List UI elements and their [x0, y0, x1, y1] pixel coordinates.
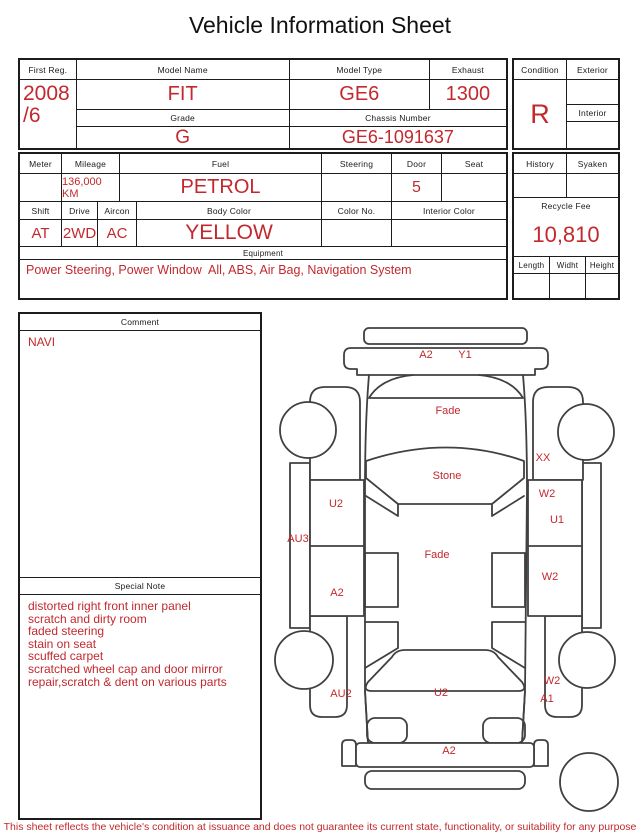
- aircon-label: Aircon: [98, 202, 137, 219]
- meter-value: [20, 174, 62, 201]
- condition-value: R: [530, 98, 550, 129]
- condition-panel: [512, 58, 620, 150]
- fee-panel: [512, 152, 620, 300]
- aircon-value: AC: [98, 220, 137, 246]
- shift-label: Shift: [20, 202, 62, 219]
- fuel-label: Fuel: [120, 154, 322, 173]
- width-label: Widht: [550, 257, 586, 273]
- model-name-value: FIT: [77, 80, 289, 110]
- special-note-line: stain on seat: [28, 636, 97, 651]
- exterior-label: Exterior: [567, 60, 618, 80]
- first-reg-label: First Reg.: [20, 60, 76, 80]
- special-note-line: scratched wheel cap and door mirror: [28, 661, 223, 676]
- comment-body: [20, 331, 260, 578]
- chassis-number-value: GE6-1091637: [341, 127, 454, 147]
- damage-code-label: W2: [541, 571, 559, 583]
- page-title: Vehicle Information Sheet: [188, 12, 452, 38]
- recycle-fee-value: 10,810: [514, 213, 618, 257]
- damage-code-label: U2: [433, 687, 449, 699]
- steering-value: [322, 174, 392, 201]
- damage-code-label: XX: [535, 452, 551, 464]
- fuel-value: PETROL: [120, 174, 322, 201]
- damage-code-label: U2: [328, 498, 344, 510]
- comment-label: Comment: [20, 314, 260, 331]
- damage-code-label: Stone: [432, 470, 462, 482]
- model-type-value: GE6: [290, 80, 430, 109]
- damage-code-label: W2: [543, 675, 561, 687]
- exhaust-label: Exhaust: [451, 64, 484, 75]
- damage-code-label: Fade: [424, 549, 450, 561]
- seat-label: Seat: [464, 158, 484, 169]
- spec-table: [18, 152, 508, 300]
- condition-label: Condition: [514, 60, 566, 80]
- height-label: Height: [589, 260, 615, 270]
- car-diagram-area: [265, 310, 640, 818]
- grade-label: Grade: [77, 110, 289, 127]
- shift-value: AT: [20, 220, 62, 246]
- damage-code-label: W2: [538, 488, 556, 500]
- exhaust-value: 1300: [445, 83, 491, 105]
- height-value: [586, 274, 618, 298]
- damage-code-label: U1: [549, 514, 565, 526]
- equipment-value: Power Steering, Power Window All, ABS, Air Bag, Navigation System: [26, 263, 412, 277]
- drive-value: 2WD: [62, 220, 98, 246]
- interior-color-label: Interior Color: [423, 205, 475, 216]
- special-note-line: scuffed carpet: [28, 649, 104, 664]
- mileage-label: Mileage: [62, 154, 120, 173]
- first-reg-month: /6: [23, 104, 41, 127]
- mileage-value: 136,000 KM: [62, 174, 120, 201]
- length-value: [514, 274, 550, 298]
- damage-code-label: Fade: [435, 405, 461, 417]
- special-note-label: Special Note: [20, 578, 260, 595]
- model-name-label: Model Name: [77, 60, 289, 80]
- comment-panel: [18, 312, 262, 820]
- drive-label: Drive: [62, 202, 98, 219]
- diagram-labels: [265, 310, 640, 818]
- comment-value: NAVI: [28, 335, 56, 349]
- damage-code-label: AU3: [287, 533, 309, 545]
- vehicle-id-table: [18, 58, 508, 150]
- steering-label: Steering: [322, 154, 392, 173]
- width-value: [550, 274, 586, 298]
- special-note-line: distorted right front inner panel: [28, 599, 191, 613]
- color-no-label: Color No.: [322, 202, 392, 219]
- recycle-fee-label: Recycle Fee: [541, 200, 591, 211]
- body-color-label: Body Color: [137, 202, 322, 219]
- damage-code-label: A2: [419, 349, 433, 361]
- damage-code-label: A2: [330, 587, 344, 599]
- exterior-value: [567, 80, 618, 105]
- damage-code-label: A2: [442, 745, 456, 757]
- damage-code-label: AU2: [330, 688, 352, 700]
- special-note-line: scratch and dirty room: [28, 611, 147, 626]
- equipment-label: Equipment: [20, 247, 506, 260]
- length-label: Length: [514, 257, 550, 273]
- body-color-value: YELLOW: [137, 220, 322, 246]
- color-no-value: [322, 220, 392, 246]
- special-note-lines: [20, 595, 260, 818]
- footer-disclaimer: This sheet reflects the vehicle's condition at issuance and does not guarantee its current state, functionality, or suitability for any purpose: [3, 821, 637, 833]
- door-label: Door: [392, 154, 442, 173]
- special-note-line: faded steering: [28, 624, 105, 639]
- damage-code-label: A1: [540, 693, 554, 705]
- syaken-value: [567, 174, 618, 197]
- history-value: [514, 174, 567, 197]
- interior-color-value: [392, 220, 506, 246]
- interior-value: [567, 122, 618, 148]
- door-value: 5: [392, 174, 442, 201]
- history-label: History: [514, 154, 567, 173]
- grade-value: G: [175, 127, 191, 148]
- syaken-label: Syaken: [577, 158, 608, 169]
- seat-value: [442, 174, 506, 201]
- damage-code-label: Y1: [458, 349, 472, 361]
- chassis-number-label: Chassis Number: [290, 110, 506, 127]
- special-note-line: repair,scratch & dent on various parts: [28, 674, 227, 689]
- meter-label: Meter: [20, 154, 62, 173]
- first-reg-value: [20, 80, 76, 148]
- first-reg-year: 2008: [23, 82, 70, 105]
- model-type-label: Model Type: [290, 60, 430, 79]
- interior-label: Interior: [567, 105, 618, 122]
